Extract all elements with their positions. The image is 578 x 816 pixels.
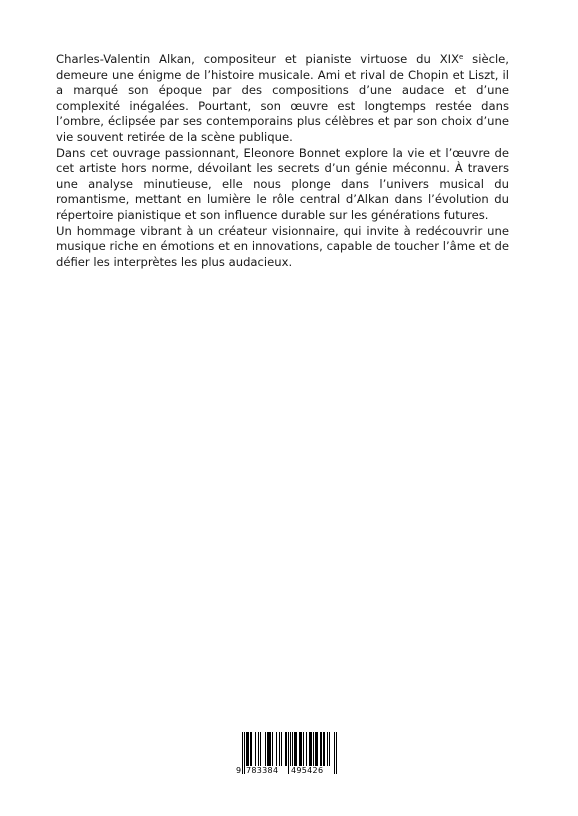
barcode-bar [251, 732, 252, 766]
barcode-bar [323, 732, 324, 766]
blurb-paragraph-1-end: siècle, demeure une énigme de l’histoire musicale. Ami et rival de Chopin et Liszt, il a marqué son époque par des compositions d’une audace et d’une complexité inégalées. Pourtant, son œuvre est longtemps restée dans l’ombre, éclipsée par ses contemporains plus célèbres et par son choix d’une vie souvent retirée de la scène publique. [56, 52, 509, 144]
barcode-lead-digit: 9 [236, 766, 242, 775]
barcode-bar [311, 732, 312, 766]
barcode-bar [324, 732, 325, 766]
barcode-bar [329, 732, 330, 766]
barcode-digits [233, 766, 343, 778]
barcode-bar [279, 732, 280, 766]
barcode-left-group: 783384 [246, 766, 279, 775]
barcode-bar [272, 732, 273, 766]
barcode-bar [285, 732, 286, 766]
barcode-bar [313, 732, 314, 766]
barcode-bar [295, 732, 296, 766]
barcode-bar [268, 732, 269, 766]
barcode-bar [258, 732, 259, 766]
barcode-bar [270, 732, 271, 766]
isbn-barcode [233, 732, 343, 778]
barcode-bar [306, 732, 307, 766]
barcode-bar [315, 732, 316, 766]
barcode-bar [248, 732, 249, 766]
barcode-bar [292, 732, 293, 766]
barcode-bar [276, 732, 277, 766]
barcode-bar [299, 732, 300, 766]
barcode-bar [309, 732, 310, 766]
barcode-bar [317, 732, 318, 766]
barcode-bar [269, 732, 270, 766]
century-ordinal-superscript: e [459, 53, 464, 62]
barcode-bar [321, 732, 322, 766]
barcode-bar [301, 732, 302, 766]
barcode-bar [300, 732, 301, 766]
blurb-paragraph-2: Dans cet ouvrage passionnant, Eleonore Bonnet explore la vie et l’œuvre de cet artiste hors norme, dévoilant les secrets d’un génie méconnu. À travers une analyse minutieuse, elle nous plonge dans l’univers musical du romantisme, mettant en lumière le rôle central d’Alkan dans l’évolution du répertoire pianistique et son influence durable sur les générations futures. [56, 145, 509, 222]
blurb-text [56, 52, 509, 270]
barcode-bar [250, 732, 251, 766]
barcode-bar [267, 732, 268, 766]
barcode-bar [310, 732, 311, 766]
blurb-paragraph-1-start: Charles-Valentin Alkan, compositeur et pianiste virtuose du XIX [56, 52, 460, 66]
barcode-bar [286, 732, 287, 766]
barcode-bar [247, 732, 248, 766]
barcode-bar [255, 732, 256, 766]
barcode-right-group: 495426 [291, 766, 324, 775]
blurb-paragraph-1 [56, 52, 509, 146]
barcode-bar [316, 732, 317, 766]
barcode-bar [246, 732, 247, 766]
barcode-bar [296, 732, 297, 766]
barcode-bar [303, 732, 304, 766]
barcode-bar [260, 732, 261, 766]
barcode-bar [327, 732, 328, 766]
blurb-paragraph-3: Un hommage vibrant à un créateur visionnaire, qui invite à redécouvrir une musique riche en émotions et en innovations, capable de toucher l’âme et de défier les interprètes les plus audacieux. [56, 223, 509, 269]
barcode-bar [281, 732, 282, 766]
barcode-bar [294, 732, 295, 766]
barcode-bar [320, 732, 321, 766]
barcode-bar [265, 732, 266, 766]
